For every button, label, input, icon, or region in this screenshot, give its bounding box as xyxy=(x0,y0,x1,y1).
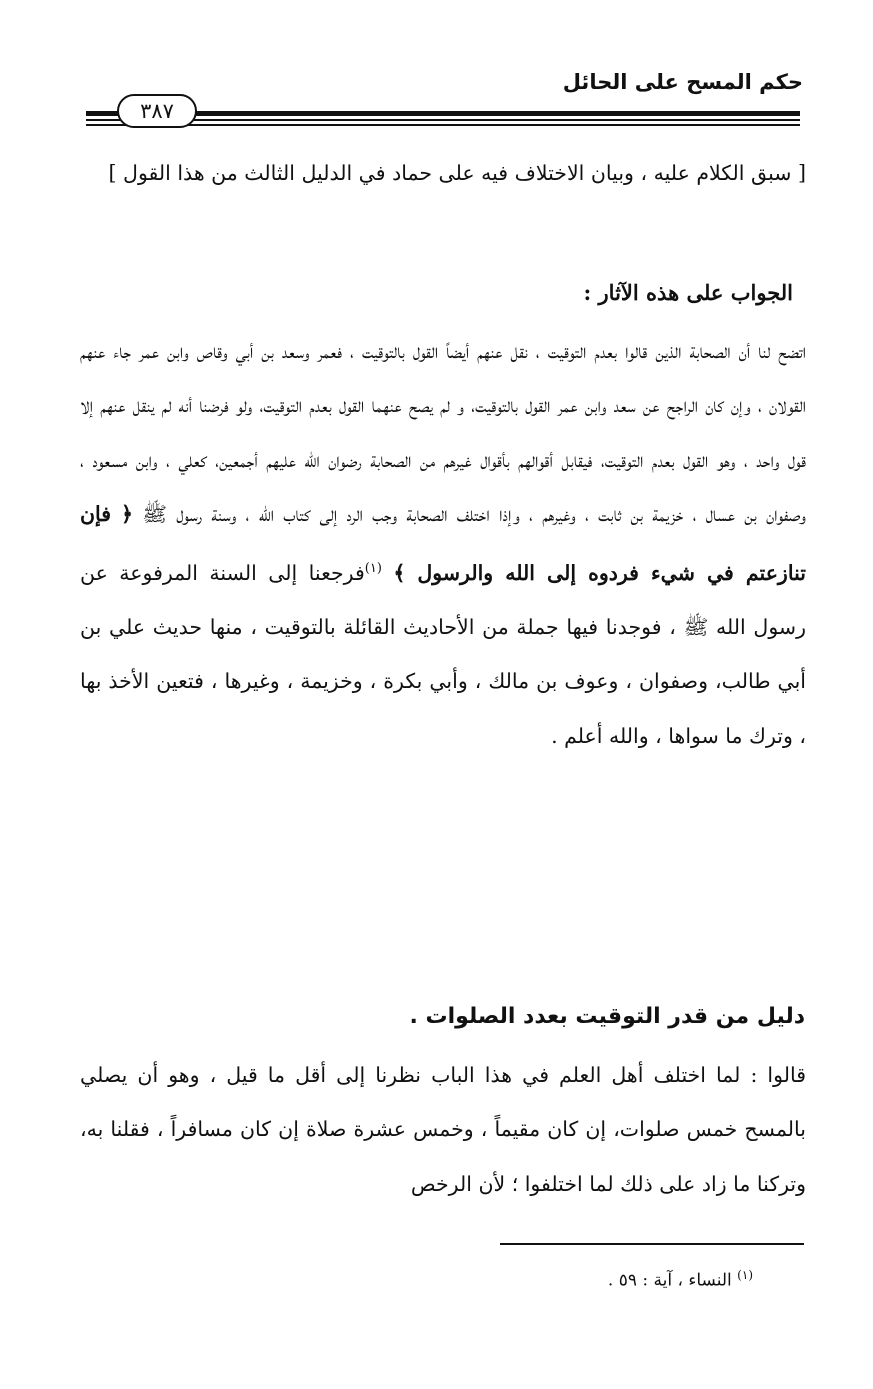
footnote-marker: (١) xyxy=(737,1268,753,1282)
evidence-paragraph xyxy=(80,1048,806,1211)
answer-paragraph xyxy=(80,324,806,763)
footnote-text: النساء ، آية : ٥٩ . xyxy=(607,1270,732,1291)
section-heading-evidence: دليل من قدر التوقيت بعدد الصلوات . xyxy=(409,1004,805,1029)
section-heading-answer: الجواب على هذه الآثار : xyxy=(583,280,793,305)
footnote-reference: (١) xyxy=(364,560,382,576)
answer-text-end: فرجعنا إلى السنة المرفوعة عن رسول الله ﷺ ، فوجدنا فيها جملة من الأحاديث القائلة بالتوقيت ، منها حديث علي بن أبي طالب، وصفوان ، وعوف بن مالك ، وأبي بكرة ، وخزيمة ، وغيرها ، فتعين الأخذ بها ، وترك ما سواها ، والله أعلم . xyxy=(80,560,806,748)
running-title: حكم المسح على الحائل xyxy=(562,70,803,94)
header-rule xyxy=(86,124,800,126)
bracket-note-text: [ سبق الكلام عليه ، وبيان الاختلاف فيه على حماد في الدليل الثالث من هذا القول ] xyxy=(108,161,806,185)
quran-verse: ﴿ فإن تنازعتم في شيء فردوه إلى الله والرسول ﴾ xyxy=(80,502,806,585)
bracket-note xyxy=(80,146,806,200)
answer-paragraph-body xyxy=(80,324,806,763)
page-number: ٣٨٧ xyxy=(117,94,197,128)
evidence-paragraph-text: قالوا : لما اختلف أهل العلم في هذا الباب نظرنا إلى أقل ما قيل ، وهو أن يصلي بالمسح خمس صلوات، إن كان مقيماً ، وخمس عشرة صلاة إن كان مسافراً ، فقلنا به، وتركنا ما زاد على ذلك لما اختلفوا ؛ لأن الرخص xyxy=(80,1063,806,1196)
footnote xyxy=(608,1268,753,1291)
answer-text-start: اتضح لنا أن الصحابة الذين قالوا بعدم التوقيت ، نقل عنهم أيضاً القول بالتوقيت ، فعمر وسعد بن أبي وقاص وابن عمر جاء عنهم القولان ، وإن كان الراجح عن سعد وابن عمر القول بالتوقيت، و لم يصح عنهما القول بعدم التوقيت، ولو فرضنا أنه لم ينقل عنهم إلا قول واحد ، وهو القول بعدم التوقيت، فيقابل أقوالهم بأقوال غيرهم من الصحابة رضوان الله عليهم أجمعين، كعلي ، وابن مسعود ، وصفوان بن عسال ، خزيمة بن ثابت ، وغيرهم ، وإذا اختلف الصحابة وجب الرد إلى كتاب الله ، وسنة رسول ﷺ xyxy=(80,339,806,527)
footnote-separator xyxy=(500,1243,804,1245)
